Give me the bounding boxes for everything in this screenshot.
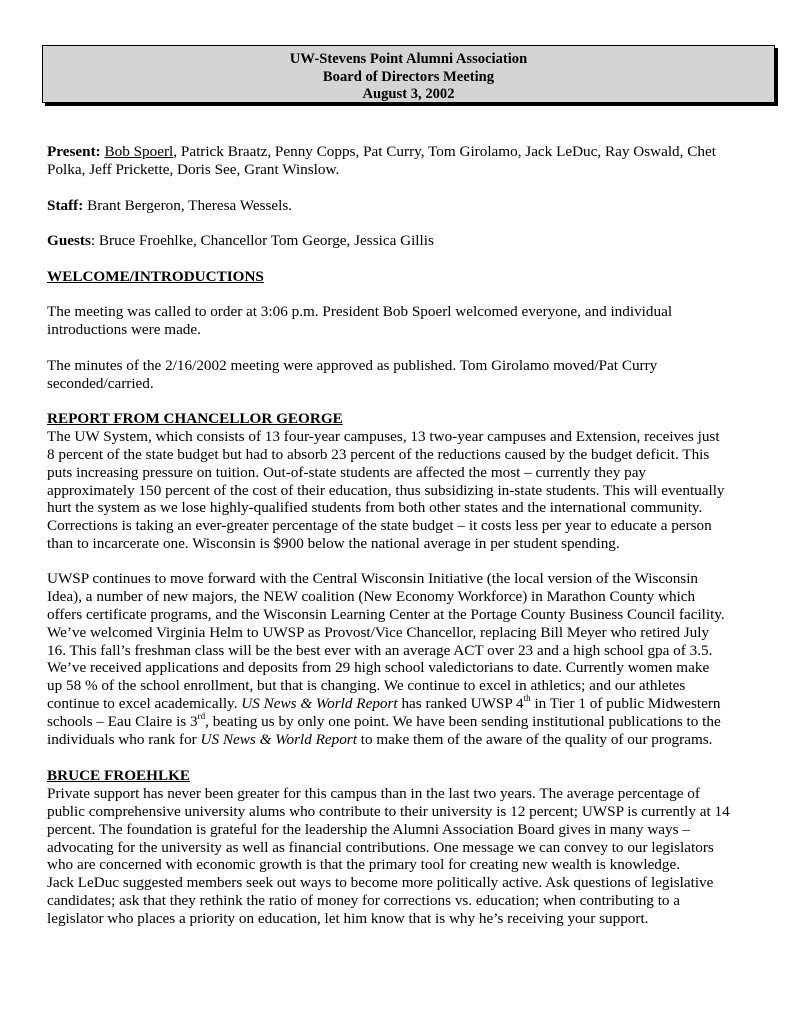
present-first-name: Bob Spoerl [104, 143, 174, 160]
text-line: The minutes of the 2/16/2002 meeting were approved as published. Tom Girolamo moved/Pat Curry [47, 357, 658, 374]
header-box [42, 45, 775, 103]
guests-names: : Bruce Froehlke, Chancellor Tom George, Jessica Gillis [90, 232, 434, 249]
guests-section [47, 232, 747, 250]
present-names-line2: Polka, Jeff Prickette, Doris See, Grant Winslow. [47, 160, 340, 178]
froehlke-section [47, 767, 747, 928]
text-line: percent. The foundation is grateful for the leadership the Alumni Association Board gives in many ways – [47, 820, 690, 838]
chancellor-paragraph-2 [47, 570, 747, 749]
chancellor-section [47, 410, 747, 553]
text-line: advocating for the university as well as financial contributions. One message we can convey to our legislators [47, 838, 714, 856]
present-section [47, 143, 747, 179]
text-line: puts increasing pressure on tuition. Out-of-state students are affected the most – currently they pay [47, 463, 647, 481]
text-line: legislator who places a priority on education, let him know that is why he’s receiving your support. [47, 910, 649, 928]
text-run: to make them of the aware of the quality of our programs. [356, 731, 713, 749]
text-line: public comprehensive university alums who contribute to their university is 12 percent; UWSP is currently at 14 [47, 802, 730, 820]
ordinal-suffix: th [523, 693, 531, 704]
froehlke-heading: BRUCE FROEHLKE [47, 767, 191, 784]
text-line: than to incarcerate one. Wisconsin is $900 below the national average in per student spending. [47, 535, 620, 553]
text-run: individuals who rank for [47, 731, 201, 749]
text-line: candidates; ask that they rethink the ratio of money for corrections vs. education; when contributing to a [47, 892, 681, 910]
text-run: schools – Eau Claire is 3 [47, 713, 198, 731]
text-line [47, 695, 747, 713]
text-run: has ranked UWSP 4 [397, 695, 524, 713]
header-date: August 3, 2002 [362, 86, 455, 103]
text-line: 8 percent of the state budget but had to absorb 23 percent of the reductions caused by the budget deficit. This [47, 445, 710, 463]
publication-title: US News & World Report [241, 695, 398, 713]
text-line: UWSP continues to move forward with the Central Wisconsin Initiative (the local version of the Wisconsin [47, 570, 699, 587]
text-line [47, 731, 747, 749]
present-names-line1: , Patrick Braatz, Penny Copps, Pat Curry, Tom Girolamo, Jack LeDuc, Ray Oswald, Chet [173, 143, 716, 160]
text-line: We’ve welcomed Virginia Helm to UWSP as Provost/Vice Chancellor, replacing Bill Meyer who retired July [47, 623, 710, 641]
text-line: The meeting was called to order at 3:06 p.m. President Bob Spoerl welcomed everyone, and individual [47, 303, 673, 320]
welcome-paragraph-1 [47, 303, 747, 339]
text-line: offers certificate programs, and the Wisconsin Learning Center at the Portage County Business Council facility. [47, 605, 725, 623]
header-org: UW-Stevens Point Alumni Association [289, 51, 528, 67]
text-line: seconded/carried. [47, 374, 154, 392]
text-line: who are concerned with economic growth is that the primary tool for creating new wealth is knowledge. [47, 856, 681, 874]
chancellor-heading: REPORT FROM CHANCELLOR GEORGE [47, 410, 343, 427]
welcome-paragraph-2 [47, 357, 747, 393]
text-run: in Tier 1 of public Midwestern [530, 695, 721, 713]
text-run: continue to excel academically. [47, 695, 242, 713]
publication-title: US News & World Report [200, 731, 357, 749]
text-run: , beating us by only one point. We have been sending institutional publications to the [205, 713, 721, 731]
text-line: Corrections is taking an ever-greater percentage of the state budget – it costs less per year to educate a person [47, 517, 712, 535]
welcome-section [47, 268, 747, 286]
text-line: The UW System, which consists of 13 four-year campuses, 13 two-year campuses and Extension, receives just [47, 427, 720, 445]
welcome-heading: WELCOME/INTRODUCTIONS [47, 268, 264, 285]
header-meeting: Board of Directors Meeting [322, 68, 495, 85]
text-line: Idea), a number of new majors, the NEW coalition (New Economy Workforce) in Marathon County which [47, 587, 696, 605]
text-line: Jack LeDuc suggested members seek out ways to become more politically active. Ask questions of legislative [47, 874, 714, 892]
text-line: Private support has never been greater for this campus than in the last two years. The average percentage of [47, 784, 700, 802]
staff-section [47, 197, 747, 215]
text-line [47, 713, 747, 731]
text-line: We’ve received applications and deposits from 29 high school valedictorians to date. Currently women make [47, 659, 710, 677]
text-line: 16. This fall’s freshman class will be the best ever with an average ACT over 23 and a high school gpa of 3.5. [47, 641, 713, 659]
staff-names: Brant Bergeron, Theresa Wessels. [87, 197, 293, 214]
text-line: hurt the system as we lose highly-qualified students from both other states and the international community. [47, 499, 703, 517]
text-line: approximately 150 percent of the cost of their education, thus subsidizing in-state students. This will eventually [47, 481, 725, 499]
ordinal-suffix: rd [197, 711, 206, 722]
guests-label: Guests [47, 232, 91, 249]
staff-label: Staff: [47, 197, 84, 214]
present-label: Present: [47, 143, 101, 160]
text-line: introductions were made. [47, 320, 201, 338]
text-line: up 58 % of the school enrollment, but that is changing. We continue to excel in athletics; and our athletes [47, 677, 686, 695]
